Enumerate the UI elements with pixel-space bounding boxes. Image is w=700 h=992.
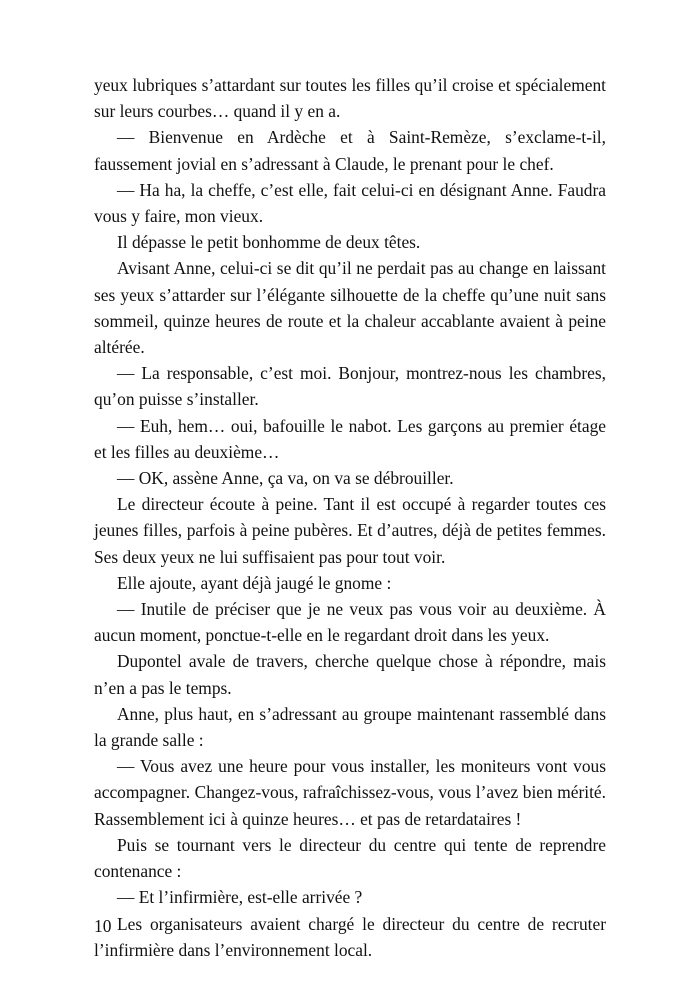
paragraph-dialogue-infirmiere: — Et l’infirmière, est-elle arrivée ? bbox=[117, 887, 363, 908]
paragraph-puis: Puis se tournant vers le directeur du centre qui tente de reprendre contenance : bbox=[94, 834, 606, 882]
paragraph-dialogue-une-heure: — Vous avez une heure pour vous installer, les moniteurs vont vous accompagner. Changez-vous, rafraîchissez-vous, vous l’avez bien mérité. Rassemblement ici à quinze heures… et pas de retardataires ! bbox=[94, 756, 606, 829]
paragraph-dupontel: Dupontel avale de travers, cherche quelque chose à répondre, mais n’en a pas le temps. bbox=[94, 651, 606, 698]
paragraph-continuation: yeux lubriques s’attardant sur toutes les filles qu’il croise et spécialement sur leurs courbes… quand il y en a. bbox=[94, 75, 606, 122]
body-text bbox=[94, 72, 606, 963]
paragraph-dialogue-responsable: — La responsable, c’est moi. Bonjour, montrez-nous les chambres, qu’on puisse s’installer. bbox=[94, 363, 606, 410]
paragraph-dialogue-inutile: — Inutile de préciser que je ne veux pas vous voir au deuxième. À aucun moment, ponctue-t-elle en le regardant droit dans les yeux. bbox=[94, 599, 606, 646]
paragraph-dialogue-cheffe: — Ha ha, la cheffe, c’est elle, fait celui-ci en désignant Anne. Faudra vous y faire, mon vieux. bbox=[94, 179, 606, 227]
paragraph-organisateurs: Les organisateurs avaient chargé le directeur du centre de recruter l’infirmière dans l’environnement local. bbox=[94, 913, 606, 960]
paragraph-elle-ajoute: Elle ajoute, ayant déjà jaugé le gnome : bbox=[117, 572, 392, 593]
paragraph-dialogue-euh: — Euh, hem… oui, bafouille le nabot. Les garçons au premier étage et les filles au deuxième… bbox=[94, 415, 606, 462]
page-number: 10 bbox=[94, 916, 112, 936]
paragraph-anne-plus-haut: Anne, plus haut, en s’adressant au groupe maintenant rassemblé dans la grande salle : bbox=[94, 703, 606, 751]
paragraph-height: Il dépasse le petit bonhomme de deux têtes. bbox=[117, 232, 421, 253]
paragraph-dialogue-welcome: — Bienvenue en Ardèche et à Saint-Remèze, s’exclame-t-il, faussement jovial en s’adressant à Claude, le prenant pour le chef. bbox=[94, 127, 606, 174]
paragraph-dialogue-ok: — OK, assène Anne, ça va, on va se débrouiller. bbox=[117, 468, 454, 489]
paragraph-directeur: Le directeur écoute à peine. Tant il est occupé à regarder toutes ces jeunes filles, parfois à peine pubères. Et d’autres, déjà de petites femmes. Ses deux yeux ne lui suffisaient pas pour tout voir. bbox=[94, 494, 606, 567]
paragraph-avisant-anne: Avisant Anne, celui-ci se dit qu’il ne perdait pas au change en laissant ses yeux s’attarder sur l’élégante silhouette de la cheffe qu’une nuit sans sommeil, quinze heures de route et la chaleur accablante avaient à peine altérée. bbox=[94, 258, 606, 358]
